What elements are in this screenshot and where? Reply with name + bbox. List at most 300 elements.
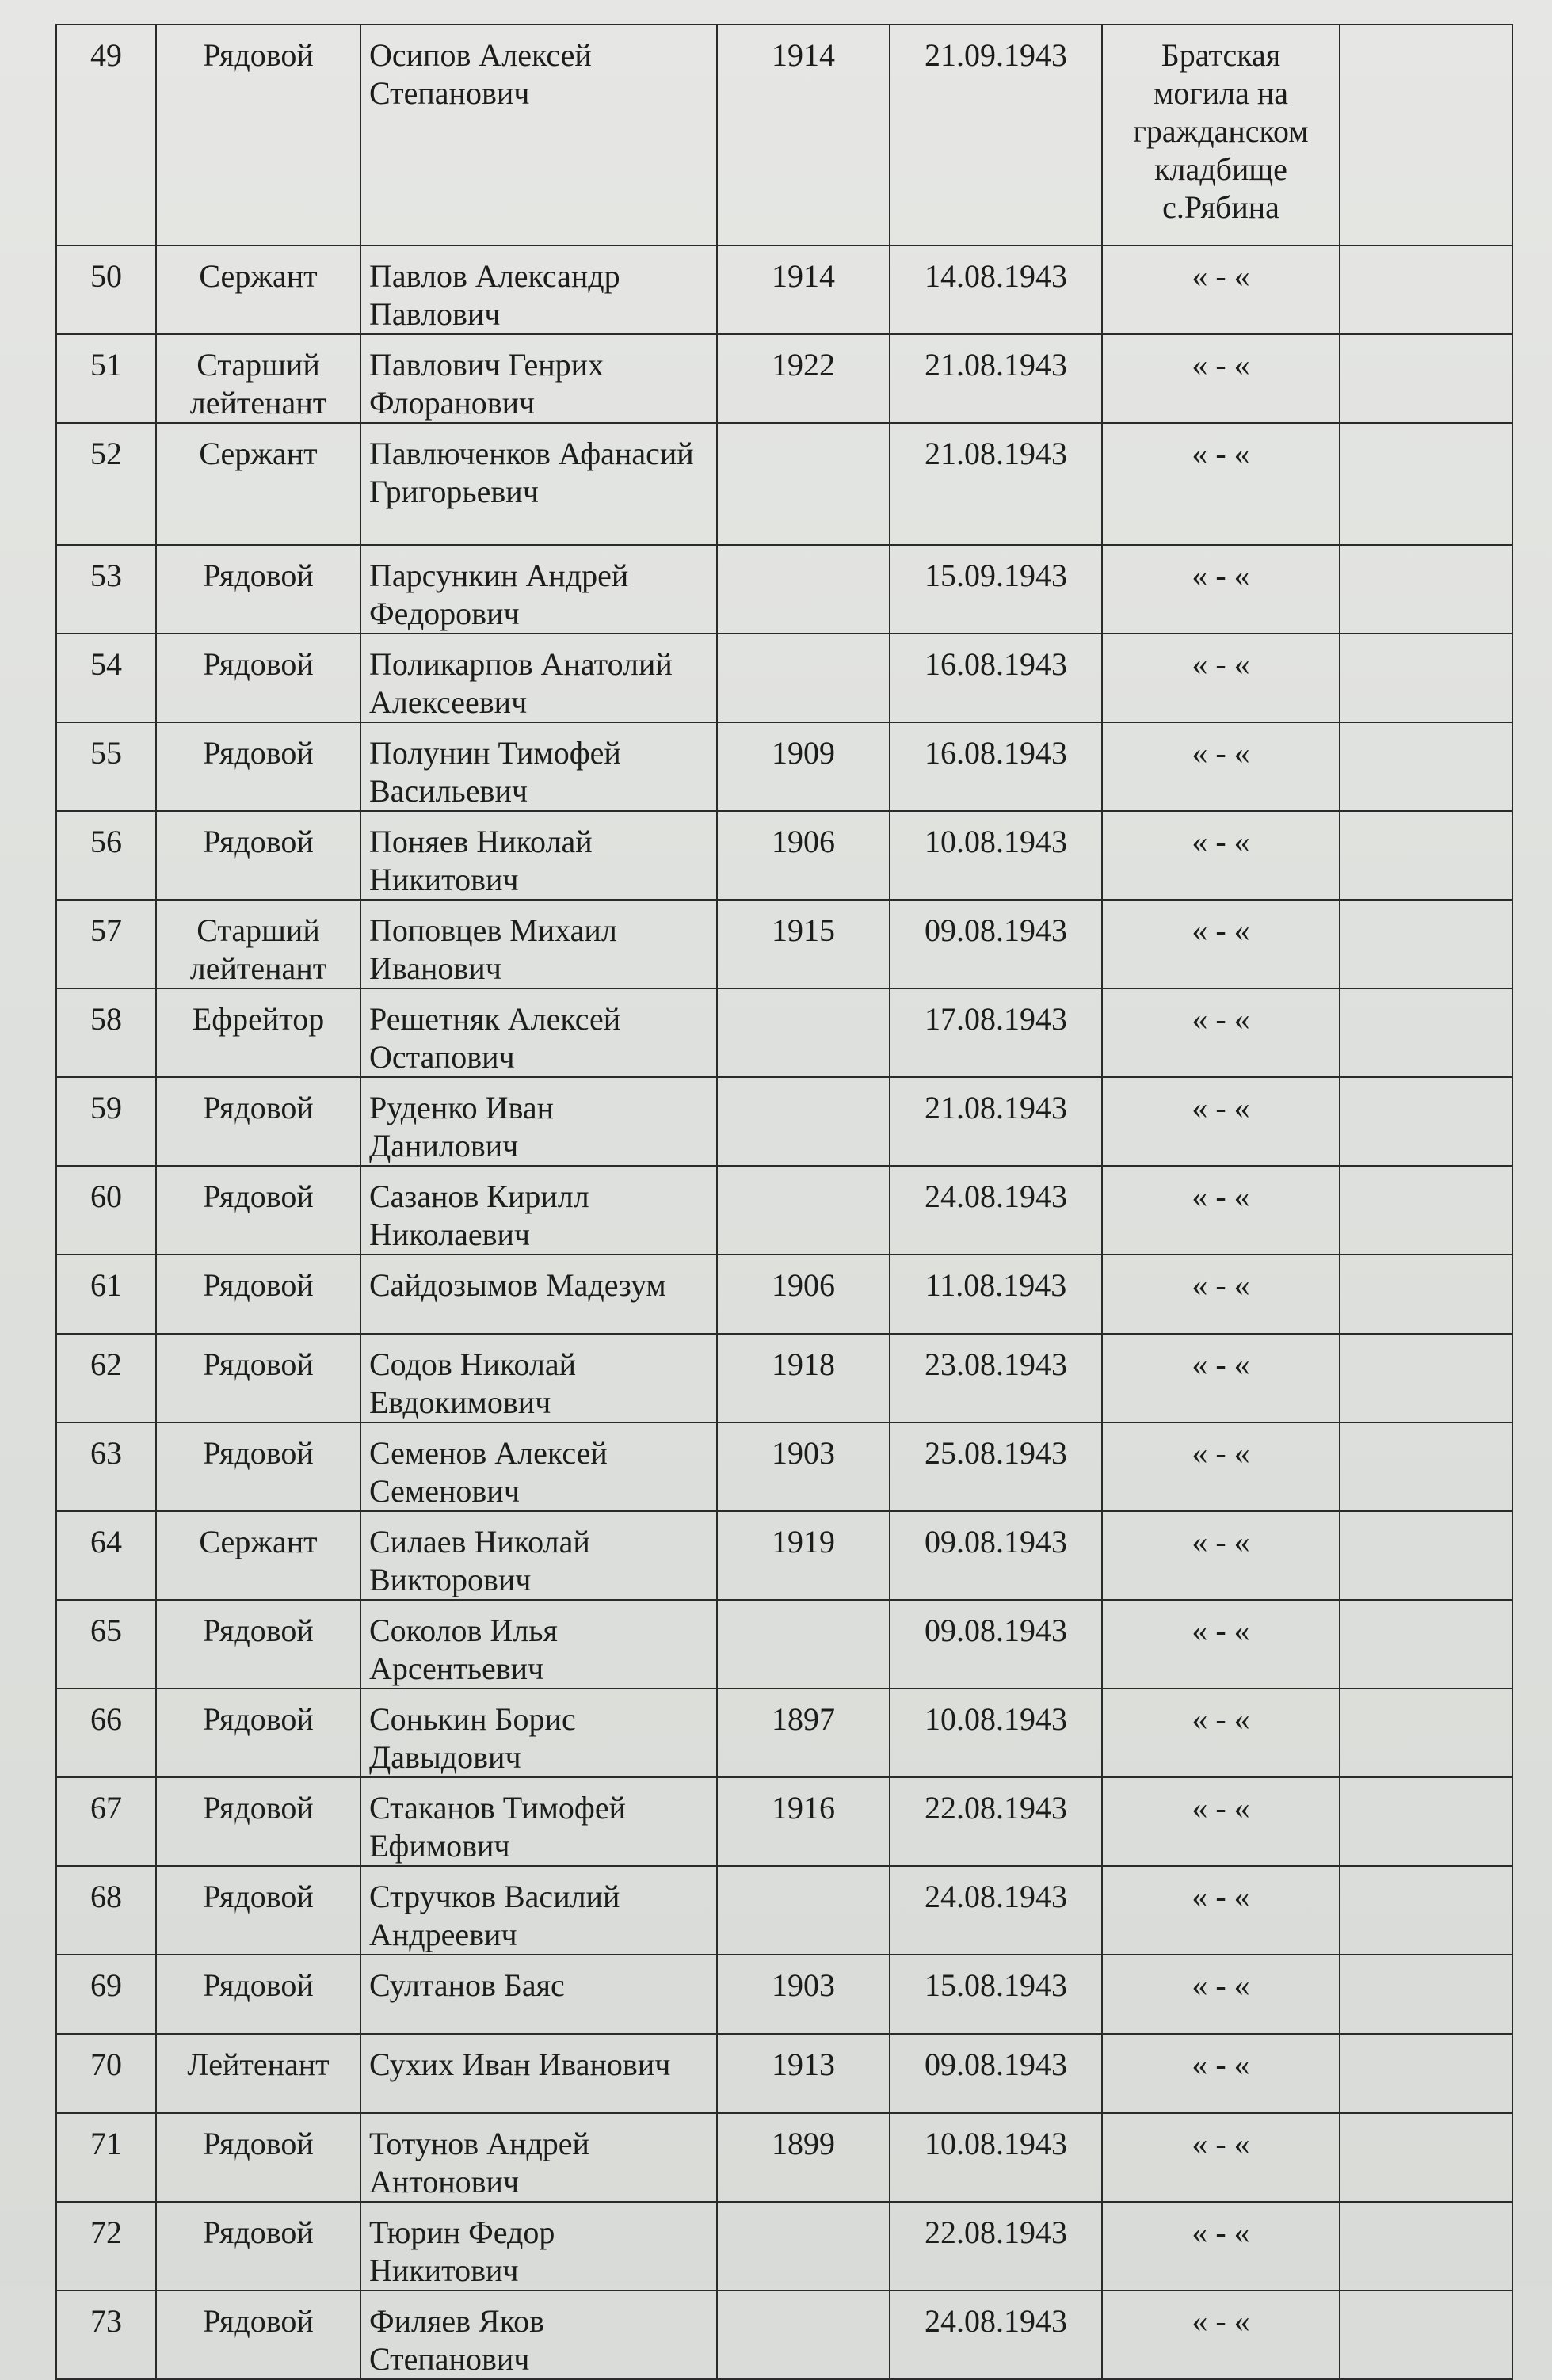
row-number	[56, 1334, 156, 1422]
burial-place-cell	[1102, 2034, 1340, 2113]
row-number	[56, 1777, 156, 1866]
rank-cell	[156, 2202, 360, 2291]
death-date-text: 22.08.1943	[925, 2214, 1067, 2250]
burial-place-cell	[1102, 1255, 1340, 1334]
row-number-text: 72	[90, 2214, 122, 2250]
row-number-text: 50	[90, 258, 122, 294]
empty-cell	[1340, 1166, 1512, 1255]
rank-cell	[156, 1334, 360, 1422]
death-date-cell	[890, 1866, 1102, 1955]
rank-cell	[156, 1422, 360, 1511]
table-row	[56, 811, 1512, 900]
row-number-text: 64	[90, 1524, 122, 1559]
empty-cell	[1340, 1777, 1512, 1866]
row-number	[56, 1077, 156, 1166]
row-number	[56, 722, 156, 811]
burial-place-cell	[1102, 25, 1340, 246]
burial-place-cell	[1102, 545, 1340, 634]
death-date-cell	[890, 334, 1102, 423]
rank-text: Рядовой	[203, 735, 314, 771]
row-number	[56, 1600, 156, 1689]
row-number	[56, 988, 156, 1077]
rank-text: Старший лейтенант	[189, 347, 327, 421]
burial-place-text: « - «	[1192, 2303, 1250, 2339]
birth-year-cell	[717, 2034, 890, 2113]
birth-year-cell	[717, 1422, 890, 1511]
birth-year-cell	[717, 25, 890, 246]
rank-text: Сержант	[199, 258, 318, 294]
burial-place-text: « - «	[1192, 1090, 1250, 1125]
burial-place-text: « - «	[1192, 1524, 1250, 1559]
rank-text: Рядовой	[203, 1090, 314, 1125]
burial-place-cell	[1102, 2202, 1340, 2291]
burial-place-cell	[1102, 246, 1340, 334]
row-number-text: 59	[90, 1090, 122, 1125]
death-date-cell	[890, 545, 1102, 634]
rank-text: Рядовой	[203, 2303, 314, 2339]
death-date-text: 22.08.1943	[925, 1790, 1067, 1826]
rank-text: Рядовой	[203, 646, 314, 682]
death-date-cell	[890, 1255, 1102, 1334]
name-text: Тюрин Федор Никитович	[369, 2214, 555, 2288]
rank-cell	[156, 1689, 360, 1777]
burial-place-text: « - «	[1192, 558, 1250, 593]
rank-text: Рядовой	[203, 1179, 314, 1214]
name-cell	[360, 1077, 717, 1166]
burial-place-text: Братская могила на гражданском кладбище с.Рябина	[1133, 37, 1309, 225]
name-cell	[360, 1334, 717, 1422]
row-number	[56, 1955, 156, 2034]
burial-place-cell	[1102, 900, 1340, 988]
name-cell	[360, 1422, 717, 1511]
table-row	[56, 246, 1512, 334]
burial-place-cell	[1102, 1334, 1340, 1422]
table-row	[56, 2034, 1512, 2113]
birth-year-text: 1903	[772, 1435, 835, 1471]
birth-year-cell	[717, 1166, 890, 1255]
birth-year-cell	[717, 900, 890, 988]
rank-text: Рядовой	[203, 1790, 314, 1826]
rank-text: Сержант	[199, 436, 318, 471]
name-text: Содов Николай Евдокимович	[369, 1346, 577, 1420]
death-date-text: 23.08.1943	[925, 1346, 1067, 1382]
name-text: Парсункин Андрей Федорович	[369, 558, 629, 631]
burial-place-text: « - «	[1192, 2126, 1250, 2161]
row-number	[56, 423, 156, 545]
burial-place-cell	[1102, 811, 1340, 900]
row-number-text: 73	[90, 2303, 122, 2339]
birth-year-text: 1913	[772, 2047, 835, 2082]
birth-year-text: 1918	[772, 1346, 835, 1382]
name-text: Султанов Баяс	[369, 1967, 565, 2003]
birth-year-cell	[717, 722, 890, 811]
empty-cell	[1340, 988, 1512, 1077]
rank-cell	[156, 1166, 360, 1255]
birth-year-text: 1909	[772, 735, 835, 771]
table-row	[56, 634, 1512, 722]
burial-place-text: « - «	[1192, 1701, 1250, 1737]
table-row	[56, 1255, 1512, 1334]
name-text: Сайдозымов Мадезум	[369, 1267, 666, 1303]
name-cell	[360, 1166, 717, 1255]
rank-text: Рядовой	[203, 558, 314, 593]
table-row	[56, 545, 1512, 634]
birth-year-cell	[717, 423, 890, 545]
table-row	[56, 2113, 1512, 2202]
burial-place-cell	[1102, 1955, 1340, 2034]
death-date-text: 21.09.1943	[925, 37, 1067, 73]
name-cell	[360, 2291, 717, 2379]
table-row	[56, 2202, 1512, 2291]
rank-text: Старший лейтенант	[189, 912, 327, 986]
death-date-cell	[890, 1511, 1102, 1600]
name-text: Силаев Николай Викторович	[369, 1524, 590, 1597]
table-row	[56, 1511, 1512, 1600]
rank-text: Ефрейтор	[192, 1001, 325, 1037]
birth-year-text: 1906	[772, 824, 835, 859]
name-text: Сонькин Борис Давыдович	[369, 1701, 576, 1775]
rank-text: Рядовой	[203, 1346, 314, 1382]
burial-place-text: « - «	[1192, 1435, 1250, 1471]
rank-text: Рядовой	[203, 37, 314, 73]
name-cell	[360, 988, 717, 1077]
death-date-text: 16.08.1943	[925, 735, 1067, 771]
rank-cell	[156, 545, 360, 634]
death-date-cell	[890, 25, 1102, 246]
burial-place-cell	[1102, 1777, 1340, 1866]
death-date-text: 10.08.1943	[925, 2126, 1067, 2161]
birth-year-cell	[717, 1600, 890, 1689]
table-row	[56, 423, 1512, 545]
row-number-text: 65	[90, 1613, 122, 1648]
name-text: Полунин Тимофей Васильевич	[369, 735, 621, 809]
death-date-cell	[890, 634, 1102, 722]
birth-year-cell	[717, 334, 890, 423]
birth-year-cell	[717, 2291, 890, 2379]
empty-cell	[1340, 1689, 1512, 1777]
birth-year-cell	[717, 811, 890, 900]
birth-year-text: 1914	[772, 37, 835, 73]
birth-year-cell	[717, 988, 890, 1077]
death-date-text: 21.08.1943	[925, 436, 1067, 471]
row-number-text: 66	[90, 1701, 122, 1737]
death-date-text: 14.08.1943	[925, 258, 1067, 294]
death-date-cell	[890, 2202, 1102, 2291]
death-date-cell	[890, 1422, 1102, 1511]
row-number-text: 63	[90, 1435, 122, 1471]
death-date-cell	[890, 1077, 1102, 1166]
burial-roster-table	[55, 24, 1513, 2380]
row-number-text: 56	[90, 824, 122, 859]
rank-cell	[156, 2291, 360, 2379]
row-number	[56, 246, 156, 334]
birth-year-cell	[717, 1689, 890, 1777]
table-row	[56, 1866, 1512, 1955]
rank-text: Рядовой	[203, 1267, 314, 1303]
empty-cell	[1340, 634, 1512, 722]
name-cell	[360, 1955, 717, 2034]
death-date-text: 21.08.1943	[925, 347, 1067, 383]
rank-cell	[156, 25, 360, 246]
rank-text: Рядовой	[203, 1435, 314, 1471]
name-cell	[360, 423, 717, 545]
rank-cell	[156, 1511, 360, 1600]
birth-year-cell	[717, 2113, 890, 2202]
empty-cell	[1340, 545, 1512, 634]
empty-cell	[1340, 1422, 1512, 1511]
burial-place-cell	[1102, 1600, 1340, 1689]
name-text: Стручков Василий Андреевич	[369, 1879, 620, 1952]
empty-cell	[1340, 25, 1512, 246]
burial-place-cell	[1102, 988, 1340, 1077]
row-number-text: 71	[90, 2126, 122, 2161]
death-date-text: 17.08.1943	[925, 1001, 1067, 1037]
death-date-cell	[890, 1689, 1102, 1777]
death-date-text: 11.08.1943	[925, 1267, 1067, 1303]
birth-year-cell	[717, 2202, 890, 2291]
burial-place-cell	[1102, 1422, 1340, 1511]
death-date-text: 09.08.1943	[925, 2047, 1067, 2082]
row-number	[56, 900, 156, 988]
row-number	[56, 1422, 156, 1511]
birth-year-text: 1915	[772, 912, 835, 948]
death-date-text: 16.08.1943	[925, 646, 1067, 682]
rank-text: Рядовой	[203, 2126, 314, 2161]
death-date-text: 25.08.1943	[925, 1435, 1067, 1471]
table-row	[56, 722, 1512, 811]
death-date-text: 24.08.1943	[925, 1879, 1067, 1914]
burial-place-text: « - «	[1192, 1613, 1250, 1648]
burial-place-text: « - «	[1192, 735, 1250, 771]
rank-text: Рядовой	[203, 824, 314, 859]
death-date-text: 10.08.1943	[925, 1701, 1067, 1737]
name-text: Филяев Яков Степанович	[369, 2303, 544, 2377]
row-number-text: 54	[90, 646, 122, 682]
name-text: Осипов Алексей Степанович	[369, 37, 592, 111]
burial-place-text: « - «	[1192, 912, 1250, 948]
name-cell	[360, 634, 717, 722]
empty-cell	[1340, 246, 1512, 334]
death-date-text: 24.08.1943	[925, 1179, 1067, 1214]
row-number	[56, 334, 156, 423]
death-date-text: 21.08.1943	[925, 1090, 1067, 1125]
burial-place-text: « - «	[1192, 824, 1250, 859]
burial-place-text: « - «	[1192, 258, 1250, 294]
empty-cell	[1340, 1334, 1512, 1422]
row-number	[56, 2202, 156, 2291]
death-date-text: 09.08.1943	[925, 912, 1067, 948]
birth-year-text: 1906	[772, 1267, 835, 1303]
rank-cell	[156, 1600, 360, 1689]
row-number-text: 62	[90, 1346, 122, 1382]
burial-place-text: « - «	[1192, 436, 1250, 471]
row-number	[56, 25, 156, 246]
rank-cell	[156, 2034, 360, 2113]
table-row	[56, 1689, 1512, 1777]
name-cell	[360, 334, 717, 423]
roster-body	[56, 25, 1512, 2379]
birth-year-text: 1916	[772, 1790, 835, 1826]
birth-year-cell	[717, 246, 890, 334]
death-date-cell	[890, 2034, 1102, 2113]
name-cell	[360, 1777, 717, 1866]
name-cell	[360, 900, 717, 988]
row-number-text: 53	[90, 558, 122, 593]
burial-place-text: « - «	[1192, 1179, 1250, 1214]
row-number	[56, 2034, 156, 2113]
empty-cell	[1340, 1511, 1512, 1600]
burial-place-text: « - «	[1192, 2214, 1250, 2250]
empty-cell	[1340, 2291, 1512, 2379]
name-text: Руденко Иван Данилович	[369, 1090, 555, 1163]
row-number	[56, 811, 156, 900]
burial-place-text: « - «	[1192, 1001, 1250, 1037]
row-number-text: 57	[90, 912, 122, 948]
burial-place-text: « - «	[1192, 347, 1250, 383]
empty-cell	[1340, 1077, 1512, 1166]
rank-cell	[156, 1255, 360, 1334]
row-number-text: 51	[90, 347, 122, 383]
birth-year-text: 1899	[772, 2126, 835, 2161]
rank-cell	[156, 1866, 360, 1955]
rank-cell	[156, 334, 360, 423]
name-cell	[360, 1511, 717, 1600]
birth-year-cell	[717, 1255, 890, 1334]
row-number	[56, 545, 156, 634]
rank-cell	[156, 423, 360, 545]
empty-cell	[1340, 2202, 1512, 2291]
rank-text: Лейтенант	[187, 2047, 330, 2082]
row-number	[56, 1511, 156, 1600]
name-cell	[360, 722, 717, 811]
burial-place-text: « - «	[1192, 1879, 1250, 1914]
table-row	[56, 1334, 1512, 1422]
table-row	[56, 1777, 1512, 1866]
death-date-cell	[890, 1777, 1102, 1866]
death-date-text: 15.08.1943	[925, 1967, 1067, 2003]
birth-year-cell	[717, 634, 890, 722]
empty-cell	[1340, 1255, 1512, 1334]
birth-year-cell	[717, 1866, 890, 1955]
burial-place-text: « - «	[1192, 1790, 1250, 1826]
rank-cell	[156, 900, 360, 988]
burial-place-cell	[1102, 634, 1340, 722]
rank-cell	[156, 2113, 360, 2202]
row-number	[56, 1689, 156, 1777]
row-number-text: 60	[90, 1179, 122, 1214]
death-date-cell	[890, 1600, 1102, 1689]
table-row	[56, 1422, 1512, 1511]
empty-cell	[1340, 1600, 1512, 1689]
rank-cell	[156, 811, 360, 900]
row-number-text: 69	[90, 1967, 122, 2003]
burial-place-cell	[1102, 1511, 1340, 1600]
table-row	[56, 25, 1512, 246]
table-row	[56, 334, 1512, 423]
rank-cell	[156, 988, 360, 1077]
burial-place-text: « - «	[1192, 646, 1250, 682]
birth-year-text: 1903	[772, 1967, 835, 2003]
row-number	[56, 1166, 156, 1255]
table-row	[56, 1955, 1512, 2034]
rank-text: Рядовой	[203, 1879, 314, 1914]
name-cell	[360, 2202, 717, 2291]
table-row	[56, 2291, 1512, 2379]
death-date-cell	[890, 988, 1102, 1077]
death-date-text: 09.08.1943	[925, 1613, 1067, 1648]
row-number-text: 49	[90, 37, 122, 73]
death-date-cell	[890, 722, 1102, 811]
burial-place-cell	[1102, 1689, 1340, 1777]
rank-text: Рядовой	[203, 1613, 314, 1648]
name-text: Павлович Генрих Флоранович	[369, 347, 604, 421]
birth-year-text: 1922	[772, 347, 835, 383]
death-date-cell	[890, 1166, 1102, 1255]
name-text: Тотунов Андрей Антонович	[369, 2126, 589, 2199]
table-row	[56, 1077, 1512, 1166]
burial-place-cell	[1102, 2113, 1340, 2202]
birth-year-text: 1919	[772, 1524, 835, 1559]
empty-cell	[1340, 2034, 1512, 2113]
row-number	[56, 634, 156, 722]
burial-place-cell	[1102, 334, 1340, 423]
death-date-text: 10.08.1943	[925, 824, 1067, 859]
rank-text: Рядовой	[203, 2214, 314, 2250]
row-number	[56, 2291, 156, 2379]
birth-year-cell	[717, 1334, 890, 1422]
death-date-cell	[890, 1955, 1102, 2034]
name-cell	[360, 2113, 717, 2202]
row-number	[56, 2113, 156, 2202]
rank-cell	[156, 634, 360, 722]
name-text: Соколов Илья Арсентьевич	[369, 1613, 558, 1686]
death-date-cell	[890, 246, 1102, 334]
birth-year-cell	[717, 545, 890, 634]
name-text: Павлов Александр Павлович	[369, 258, 620, 332]
empty-cell	[1340, 900, 1512, 988]
rank-cell	[156, 1077, 360, 1166]
empty-cell	[1340, 423, 1512, 545]
name-cell	[360, 1689, 717, 1777]
row-number-text: 52	[90, 436, 122, 471]
empty-cell	[1340, 1955, 1512, 2034]
rank-cell	[156, 722, 360, 811]
row-number-text: 70	[90, 2047, 122, 2082]
burial-place-cell	[1102, 1866, 1340, 1955]
name-text: Стаканов Тимофей Ефимович	[369, 1790, 626, 1864]
name-cell	[360, 1866, 717, 1955]
burial-place-text: « - «	[1192, 1267, 1250, 1303]
birth-year-text: 1914	[772, 258, 835, 294]
rank-text: Рядовой	[203, 1967, 314, 2003]
burial-place-cell	[1102, 2291, 1340, 2379]
birth-year-cell	[717, 1777, 890, 1866]
table-row	[56, 988, 1512, 1077]
name-text: Поповцев Михаил Иванович	[369, 912, 617, 986]
empty-cell	[1340, 1866, 1512, 1955]
birth-year-cell	[717, 1077, 890, 1166]
rank-text: Рядовой	[203, 1701, 314, 1737]
rank-text: Сержант	[199, 1524, 318, 1559]
death-date-cell	[890, 1334, 1102, 1422]
birth-year-cell	[717, 1511, 890, 1600]
name-text: Павлюченков Афанасий Григорьевич	[369, 436, 694, 509]
name-cell	[360, 545, 717, 634]
death-date-cell	[890, 900, 1102, 988]
empty-cell	[1340, 2113, 1512, 2202]
burial-place-cell	[1102, 722, 1340, 811]
death-date-cell	[890, 2113, 1102, 2202]
